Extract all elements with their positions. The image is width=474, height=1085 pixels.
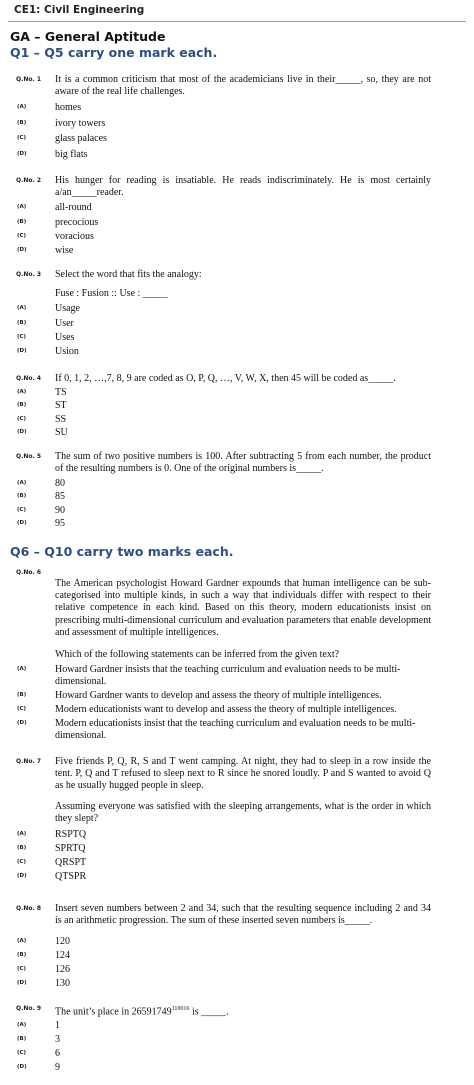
option-letter: (D) [17, 348, 27, 354]
option-letter: (A) [17, 389, 27, 395]
question-text-end: is _____. [189, 1006, 229, 1018]
option-letter: (C) [17, 135, 27, 141]
option-text: ST [55, 400, 67, 411]
option-text: 95 [55, 518, 65, 529]
option-text: 6 [55, 1048, 60, 1059]
question-text-start: The unit’s place in 26591749 [55, 1006, 172, 1018]
option-letter: (D) [17, 980, 27, 986]
option-letter: (A) [17, 204, 27, 210]
option-text: 90 [55, 505, 65, 516]
option-letter: (A) [17, 480, 27, 486]
question-number: Q.No. 4 [16, 375, 42, 382]
option-letter: (A) [17, 305, 27, 311]
option-text: Howard Gardner insists that the teaching curriculum and evaluation needs to be multi-dimensional. [55, 664, 401, 688]
option-letter: (C) [17, 233, 27, 239]
question-text: Which of the following statements can be inferred from the given text? [55, 649, 340, 660]
option-letter: (D) [17, 247, 27, 253]
option-text: TS [55, 387, 67, 398]
option-letter: (A) [17, 831, 27, 837]
group-heading-1: Q1 – Q5 carry one mark each. [10, 45, 218, 60]
option-letter: (B) [17, 402, 27, 408]
option-text: RSPTQ [55, 829, 87, 840]
option-letter: (C) [17, 706, 27, 712]
option-text: ivory towers [55, 118, 106, 129]
question-text: Insert seven numbers between 2 and 34, such that the resulting sequence including 2 and 34 is an arithmetic progression. The sum of these inserted seven numbers is_____. [55, 903, 431, 927]
group-heading-2: Q6 – Q10 carry two marks each. [10, 544, 234, 559]
option-text: voracious [55, 231, 94, 242]
question-text [55, 1003, 431, 1019]
option-text: 120 [55, 936, 70, 947]
question-number: Q.No. 2 [16, 177, 42, 184]
option-letter: (B) [17, 845, 27, 851]
option-text: User [55, 318, 74, 329]
option-letter: (D) [17, 873, 27, 879]
question-text: If 0, 1, 2, …,7, 8, 9 are coded as O, P, Q, …, V, W, X, then 45 will be coded as_____. [55, 373, 396, 384]
option-letter: (B) [17, 952, 27, 958]
option-letter: (B) [17, 493, 27, 499]
option-text: 130 [55, 978, 70, 989]
option-letter: (B) [17, 120, 27, 126]
option-letter: (A) [17, 1022, 27, 1028]
option-letter: (D) [17, 720, 27, 726]
option-text: Howard Gardner wants to develop and assess the theory of multiple intelligences. [55, 690, 382, 701]
question-prompt: Assuming everyone was satisfied with the sleeping arrangements, what is the order in which they slept? [55, 801, 431, 825]
option-text: 1 [55, 1020, 60, 1031]
question-text: It is a common criticism that most of the academicians live in their_____, so, they are not aware of the real life challenges. [55, 74, 431, 98]
question-number: Q.No. 9 [16, 1005, 42, 1012]
option-letter: (B) [17, 1036, 27, 1042]
question-text: Five friends P, Q, R, S and T went camping. At night, they had to sleep in a row inside the tent. P, Q and T refused to sleep next to R since he snored loudly. P and S wanted to avoid Q as he usually hugged people in sleep. [55, 756, 431, 792]
option-text: 126 [55, 964, 70, 975]
option-text: glass palaces [55, 133, 107, 144]
option-text: homes [55, 102, 82, 113]
option-text: 9 [55, 1062, 60, 1073]
question-text: Select the word that fits the analogy: [55, 269, 202, 280]
option-text: 85 [55, 491, 65, 502]
option-letter: (A) [17, 104, 27, 110]
option-letter: (C) [17, 1050, 27, 1056]
option-text: Modern educationists insist that the teaching curriculum and evaluation needs to be multi-dimensional. [55, 718, 416, 742]
option-letter: (C) [17, 416, 27, 422]
question-text: His hunger for reading is insatiable. He reads indiscriminately. He is most certainly a/an_____reader. [55, 175, 431, 199]
option-letter: (C) [17, 966, 27, 972]
option-letter: (B) [17, 219, 27, 225]
option-letter: (C) [17, 507, 27, 513]
option-letter: (D) [17, 1064, 27, 1070]
option-text: QRSPT [55, 857, 87, 868]
option-text: big flats [55, 149, 88, 160]
option-letter: (B) [17, 692, 27, 698]
option-text: SS [55, 414, 67, 425]
option-letter: (A) [17, 938, 27, 944]
option-text: 80 [55, 478, 65, 489]
option-text: QTSPR [55, 871, 87, 882]
option-text: SU [55, 427, 68, 438]
option-letter: (A) [17, 666, 27, 672]
option-letter: (C) [17, 859, 27, 865]
question-number: Q.No. 6 [16, 569, 42, 576]
option-text: Usage [55, 303, 80, 314]
exponent: 110016 [171, 1006, 190, 1012]
paper-header: CE1: Civil Engineering [14, 4, 145, 16]
header-divider [8, 21, 466, 22]
option-text: all-round [55, 202, 92, 213]
option-text: 124 [55, 950, 70, 961]
option-text: SPRTQ [55, 843, 86, 854]
option-letter: (D) [17, 151, 27, 157]
analogy-prompt: Fuse : Fusion :: Use : _____ [55, 288, 168, 299]
question-number: Q.No. 5 [16, 453, 42, 460]
option-text: Usion [55, 346, 79, 357]
question-number: Q.No. 1 [16, 76, 42, 83]
option-text: Modern educationists want to develop and assess the theory of multiple intelligences. [55, 704, 397, 715]
option-letter: (B) [17, 320, 27, 326]
question-number: Q.No. 3 [16, 271, 42, 278]
option-letter: (D) [17, 520, 27, 526]
section-title: GA – General Aptitude [10, 29, 166, 44]
option-text: precocious [55, 217, 99, 228]
option-text: 3 [55, 1034, 60, 1045]
option-text: Uses [55, 332, 75, 343]
question-text: The sum of two positive numbers is 100. After subtracting 5 from each number, the product of the resulting numbers is 0. One of the original numbers is_____. [55, 451, 431, 475]
option-text: wise [55, 245, 74, 256]
question-number: Q.No. 8 [16, 905, 42, 912]
option-letter: (C) [17, 334, 27, 340]
passage-text: The American psychologist Howard Gardner expounds that human intelligence can be sub-categorised into multiple kinds, in such a way that individuals differ with respect to their relative competence in each kind. Based on this theory, modern educationists insist on prescribing multi-dimensional curriculum and evaluation parameters that enable development and assessment of multiple intelligences. [55, 578, 431, 638]
option-letter: (D) [17, 429, 27, 435]
question-number: Q.No. 7 [16, 758, 42, 765]
